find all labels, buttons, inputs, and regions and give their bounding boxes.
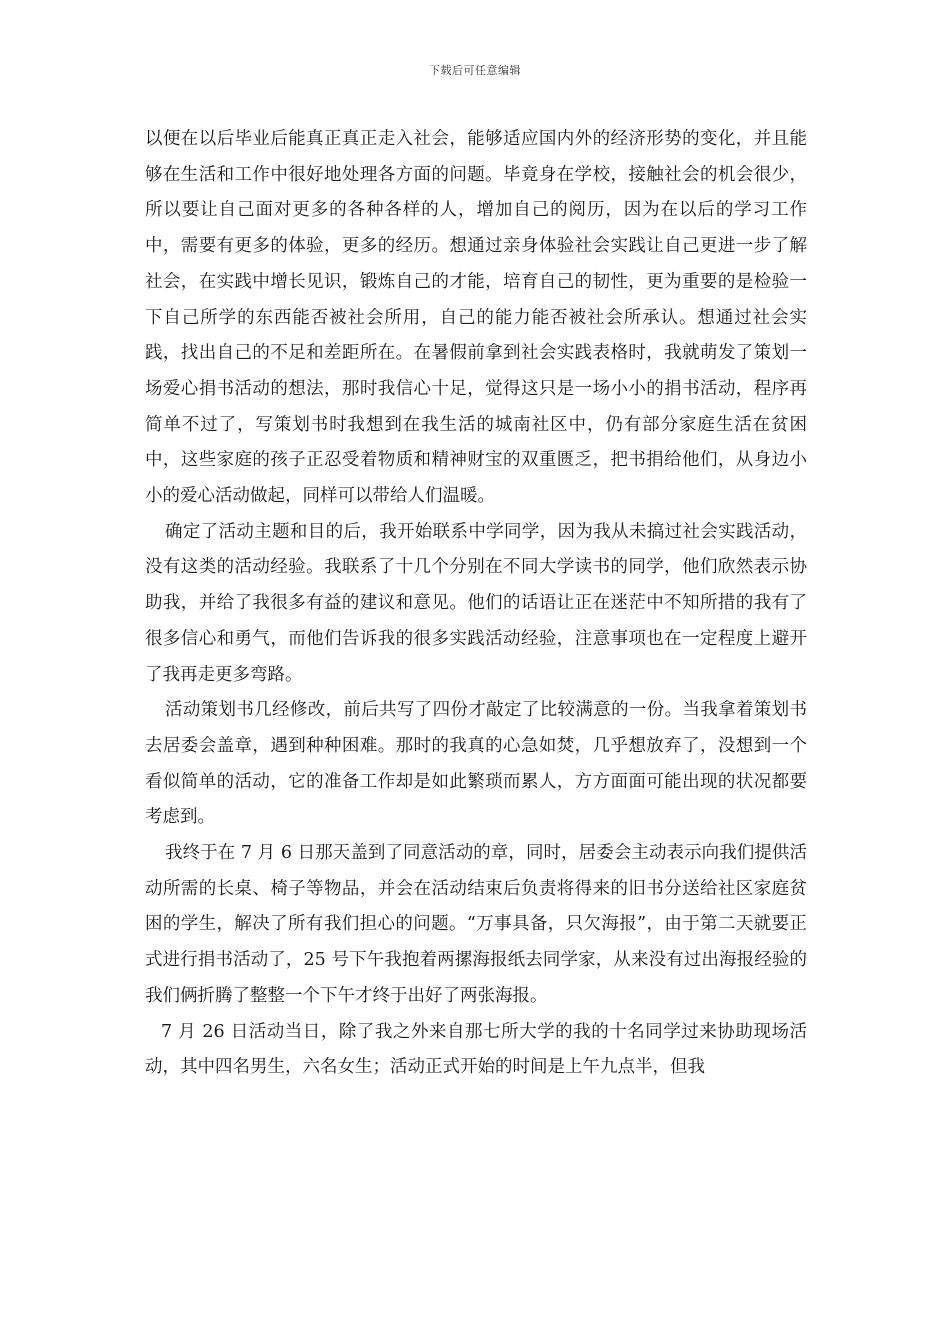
document-body — [145, 122, 807, 1086]
paragraph-4: 我终于在 7 月 6 日那天盖到了同意活动的章，同时，居委会主动表示向我们提供活动所需的长桌、椅子等物品，并会在活动结束后负责将得来的旧书分送给社区家庭贫困的学生，解决了所有我们担心的问题。“万事具备，只欠海报”，由于第二天就要正式进行捐书活动了，25 号下午我抱着两摞海报纸去同学家，从来没有过出海报经验的我们俩折腾了整整一个下午才终于出好了两张海报。 — [145, 843, 807, 1006]
paragraph-3: 活动策划书几经修改，前后共写了四份才敲定了比较满意的一份。当我拿着策划书去居委会盖章，遇到种种困难。那时的我真的心急如焚，几乎想放弃了，没想到一个看似简单的活动，它的准备工作却是如此繁琐而累人，方方面面可能出现的状况都要考虑到。 — [145, 700, 807, 828]
paragraph-2: 确定了活动主题和目的后，我开始联系中学同学，因为我从未搞过社会实践活动，没有这类的活动经验。我联系了十几个分别在不同大学读书的同学，他们欣然表示协助我，并给了我很多有益的建议和意见。他们的话语让正在迷茫中不知所措的我有了很多信心和勇气，而他们告诉我的很多实践活动经验，注意事项也在一定程度上避开了我再走更多弯路。 — [145, 521, 807, 685]
paragraph-5: 7 月 26 日活动当日，除了我之外来自那七所大学的我的十名同学过来协助现场活动，其中四名男生，六名女生；活动正式开始的时间是上午九点半，但我 — [145, 1021, 807, 1078]
page-header: 下载后可任意编辑 — [429, 64, 521, 77]
paragraph-1: 以便在以后毕业后能真正真正走入社会，能够适应国内外的经济形势的变化，并且能够在生活和工作中很好地处理各方面的问题。毕竟身在学校，接触社会的机会很少，所以要让自己面对更多的各种各样的人，增加自己的阅历，因为在以后的学习工作中，需要有更多的体验，更多的经历。想通过亲身体验社会实践让自己更进一步了解社会，在实践中增长见识，锻炼自己的才能，培育自己的韧性，更为重要的是检验一下自己所学的东西能否被社会所用，自己的能力能否被社会所承认。想通过社会实践，找出自己的不足和差距所在。在暑假前拿到社会实践表格时，我就萌发了策划一场爱心捐书活动的想法，那时我信心十足，觉得这只是一场小小的捐书活动，程序再简单不过了，写策划书时我想到在我生活的城南社区中，仍有部分家庭生活在贫困中，这些家庭的孩子正忍受着物质和精神财宝的双重匮乏，把书捐给他们，从身边小小的爱心活动做起，同样可以带给人们温暖。 — [145, 129, 807, 507]
